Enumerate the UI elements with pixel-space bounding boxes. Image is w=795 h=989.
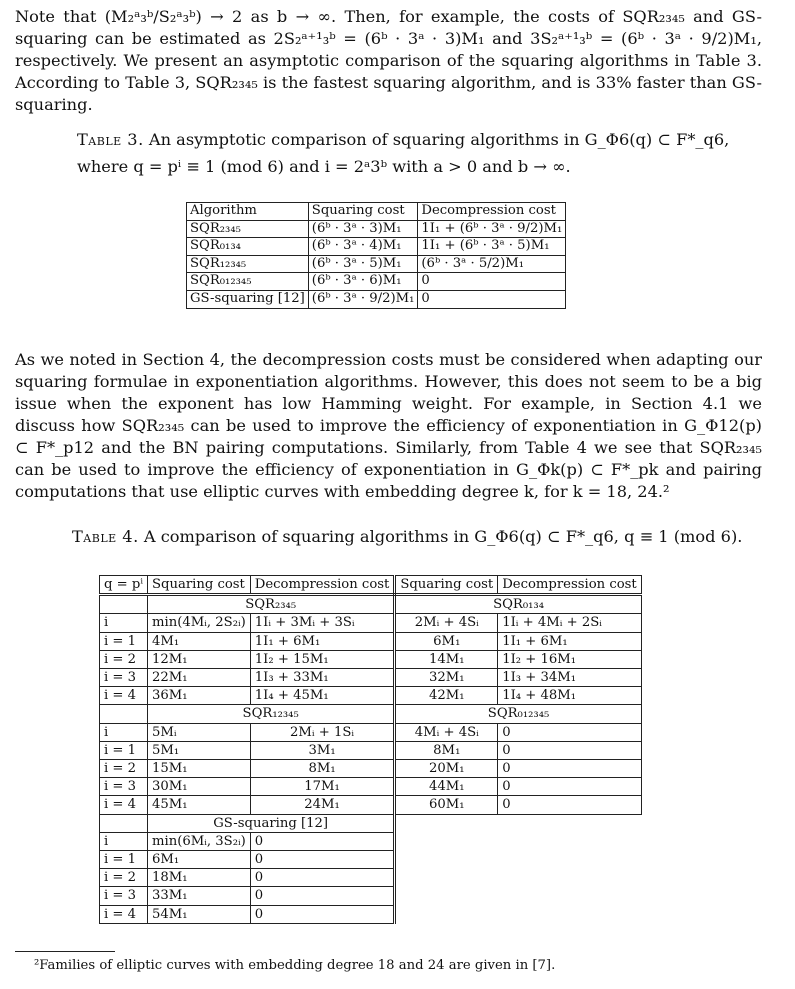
paragraph-intro: Note that (M₂ᵃ₃ᵇ/S₂ᵃ₃ᵇ) → 2 as b → ∞. Then, for example, the costs of SQR₂₃₄₅ and GS-squaring can be estimated as 2S₂ᵃ⁺¹₃ᵇ = (6ᵇ · 3ᵃ · 3)M₁ and 3S₂ᵃ⁺¹₃ᵇ = (6ᵇ · 3ᵃ · 9/2)M₁, respectively. We present an asymptotic comparison of the squaring algorithms in Table 3. According to Table 3, SQR₂₃₄₅ is the fastest squaring algorithm, and is 33% faster than GS-squaring. (15, 7, 762, 114)
table3-row (187, 273, 566, 291)
table4-cell: i = 1 (100, 632, 148, 650)
table4-cell: 1Iᵢ + 3Mᵢ + 3Sᵢ (250, 614, 395, 632)
footnote-rule (15, 951, 115, 952)
table4-algorithm-sqr12345: SQR₁₂₃₄₅ (147, 705, 394, 723)
table3-header-squaring: Squaring cost (308, 203, 418, 221)
table4-row (100, 687, 642, 705)
table4-cell: 1Iᵢ + 4Mᵢ + 2Sᵢ (498, 614, 642, 632)
table3-cell: GS-squaring [12] (187, 290, 309, 308)
table4-cell: min(4Mᵢ, 2S₂ᵢ) (147, 614, 250, 632)
table4-cell: i = 1 (100, 851, 148, 869)
table4-cell: i = 3 (100, 887, 148, 905)
table4-blank (100, 814, 148, 832)
table3-cell: (6ᵇ · 3ᵃ · 6)M₁ (308, 273, 418, 291)
table4-cell: 30M₁ (147, 778, 250, 796)
table3-cell: SQR₁₂₃₄₅ (187, 255, 309, 273)
table3-row (187, 255, 566, 273)
table4-cell: 3M₁ (250, 741, 395, 759)
table4-algorithm-sqr0134: SQR₀₁₃₄ (395, 595, 641, 614)
table4-cell: 6M₁ (147, 851, 250, 869)
table4-row (100, 723, 642, 741)
table4-cell: 0 (498, 741, 642, 759)
table4-row (100, 869, 642, 887)
paragraph-discussion: As we noted in Section 4, the decompression costs must be considered when adapting our squaring formulae in exponentiation algorithms. However, this does not seem to be a big issue when the exponent has low Hamming weight. For example, in Section 4.1 we discuss how SQR₂₃₄₅ can be used to improve the efficiency of exponentiation in G_Φ12(p) ⊂ F*_p12 and the BN pairing computations. Similarly, from Table 4 we see that SQR₂₃₄₅ can be used to improve the efficiency of exponentiation in G_Φk(p) ⊂ F*_pk and pairing computations that use elliptic curves with embedding degree k, for k = 18, 24.² (15, 350, 762, 501)
table4-cell: 32M₁ (395, 669, 498, 687)
table4-cell: i = 3 (100, 778, 148, 796)
footnote: ²Families of elliptic curves with embedding degree 18 and 24 are given in [7]. (34, 958, 556, 973)
table4-row (100, 741, 642, 759)
table4-cell: 44M₁ (395, 778, 498, 796)
table3-cell: SQR₀₁₃₄ (187, 238, 309, 256)
table4-row (100, 778, 642, 796)
table4-cell: 2Mᵢ + 1Sᵢ (250, 723, 395, 741)
table3-header-algorithm: Algorithm (187, 203, 309, 221)
table4-cell: i = 2 (100, 650, 148, 668)
table4-cell: i = 3 (100, 669, 148, 687)
table4-cell: i = 4 (100, 687, 148, 705)
table3-cell: (6ᵇ · 3ᵃ · 4)M₁ (308, 238, 418, 256)
table4-cell: 6M₁ (395, 632, 498, 650)
table4-cell: 18M₁ (147, 869, 250, 887)
table4-row (100, 632, 642, 650)
table4-row (100, 851, 642, 869)
table4-cell: 0 (250, 869, 395, 887)
table4-cell: 1I₁ + 6M₁ (250, 632, 395, 650)
table4-cell: 15M₁ (147, 760, 250, 778)
table4-cell: 1I₂ + 16M₁ (498, 650, 642, 668)
table4-header-decompression-right: Decompression cost (498, 576, 642, 595)
table4-cell: 54M₁ (147, 905, 250, 923)
table4-row (100, 614, 642, 632)
table4-row (100, 905, 642, 923)
table4-empty (395, 887, 641, 905)
table4-cell: min(6Mᵢ, 3S₂ᵢ) (147, 832, 250, 850)
table4-cell: 0 (250, 851, 395, 869)
table4-cell: 5Mᵢ (147, 723, 250, 741)
table4-cell: 0 (498, 723, 642, 741)
table4-cell: 0 (498, 796, 642, 814)
table4-blank (100, 595, 148, 614)
table4-cell: 8M₁ (250, 760, 395, 778)
table4-cell: 42M₁ (395, 687, 498, 705)
table4-cell: 4Mᵢ + 4Sᵢ (395, 723, 498, 741)
table4-cell: 0 (498, 778, 642, 796)
table4-row (100, 887, 642, 905)
table4-cell: 1I₂ + 15M₁ (250, 650, 395, 668)
table3-cell: SQR₂₃₄₅ (187, 220, 309, 238)
table4-cell: 14M₁ (395, 650, 498, 668)
table4-cell: i (100, 614, 148, 632)
table3-header-decompression: Decompression cost (418, 203, 566, 221)
table4-caption-text: A comparison of squaring algorithms in G_Φ6(q) ⊂ F*_q6, q ≡ 1 (mod 6). (143, 527, 743, 546)
table4-cell: 1I₃ + 34M₁ (498, 669, 642, 687)
table4-algorithm-sqr012345: SQR₀₁₂₃₄₅ (395, 705, 641, 723)
table3-cell: 0 (418, 290, 566, 308)
table4-row (100, 669, 642, 687)
table4-cell: i = 2 (100, 760, 148, 778)
table4-cell: 5M₁ (147, 741, 250, 759)
table4-cell: 1I₁ + 6M₁ (498, 632, 642, 650)
table3-cell: SQR₀₁₂₃₄₅ (187, 273, 309, 291)
table4-algorithm-gs-squaring: GS-squaring [12] (147, 814, 394, 832)
table4-cell: 22M₁ (147, 669, 250, 687)
table3-caption-label: Table 3. (77, 130, 144, 149)
table4-cell: 12M₁ (147, 650, 250, 668)
table4-cell: 24M₁ (250, 796, 395, 814)
table4-header-squaring-right: Squaring cost (395, 576, 498, 595)
table4-empty (395, 869, 641, 887)
table3-cell: (6ᵇ · 3ᵃ · 5)M₁ (308, 255, 418, 273)
table4-cell: i (100, 723, 148, 741)
table3-cell: 1I₁ + (6ᵇ · 3ᵃ · 9/2)M₁ (418, 220, 566, 238)
table3-cell: 0 (418, 273, 566, 291)
table4-header-squaring-left: Squaring cost (147, 576, 250, 595)
table4-cell: 0 (250, 832, 395, 850)
table4-cell: 0 (498, 760, 642, 778)
table4 (99, 575, 642, 924)
table4-empty (395, 832, 641, 850)
table4-cell: 1I₃ + 33M₁ (250, 669, 395, 687)
table3-row (187, 220, 566, 238)
table4-row (100, 796, 642, 814)
table4-cell: 0 (250, 887, 395, 905)
table4-cell: 36M₁ (147, 687, 250, 705)
table3-row (187, 238, 566, 256)
table3-cell: (6ᵇ · 3ᵃ · 3)M₁ (308, 220, 418, 238)
table4-cell: 33M₁ (147, 887, 250, 905)
table4-algorithm-sqr2345: SQR₂₃₄₅ (147, 595, 394, 614)
table4-cell: 60M₁ (395, 796, 498, 814)
table3 (186, 202, 566, 309)
table4-caption (72, 523, 742, 550)
table3-caption (77, 126, 729, 180)
table4-row (100, 650, 642, 668)
table3-row (187, 290, 566, 308)
table4-cell: i (100, 832, 148, 850)
table4-cell: 4M₁ (147, 632, 250, 650)
table4-cell: 17M₁ (250, 778, 395, 796)
table4-cell: 1I₄ + 48M₁ (498, 687, 642, 705)
table4-header-decompression-left: Decompression cost (250, 576, 395, 595)
table4-cell: i = 4 (100, 905, 148, 923)
table3-caption-line2: where q = pⁱ ≡ 1 (mod 6) and i = 2ᵃ3ᵇ with a > 0 and b → ∞. (77, 157, 571, 176)
table4-cell: 20M₁ (395, 760, 498, 778)
table4-cell: 2Mᵢ + 4Sᵢ (395, 614, 498, 632)
table4-cell: 0 (250, 905, 395, 923)
table4-row (100, 760, 642, 778)
table4-cell: i = 1 (100, 741, 148, 759)
table4-cell: i = 4 (100, 796, 148, 814)
table4-row (100, 832, 642, 850)
table3-caption-line1: An asymptotic comparison of squaring algorithms in G_Φ6(q) ⊂ F*_q6, (148, 130, 730, 149)
table4-empty (395, 814, 641, 832)
table4-header-q: q = pⁱ (100, 576, 148, 595)
table4-empty (395, 905, 641, 923)
table3-cell: (6ᵇ · 3ᵃ · 5/2)M₁ (418, 255, 566, 273)
table4-cell: 45M₁ (147, 796, 250, 814)
table4-cell: 8M₁ (395, 741, 498, 759)
table4-blank (100, 705, 148, 723)
table3-cell: (6ᵇ · 3ᵃ · 9/2)M₁ (308, 290, 418, 308)
table4-empty (395, 851, 641, 869)
table4-cell: i = 2 (100, 869, 148, 887)
table4-cell: 1I₄ + 45M₁ (250, 687, 395, 705)
table3-cell: 1I₁ + (6ᵇ · 3ᵃ · 5)M₁ (418, 238, 566, 256)
table4-caption-label: Table 4. (72, 527, 139, 546)
